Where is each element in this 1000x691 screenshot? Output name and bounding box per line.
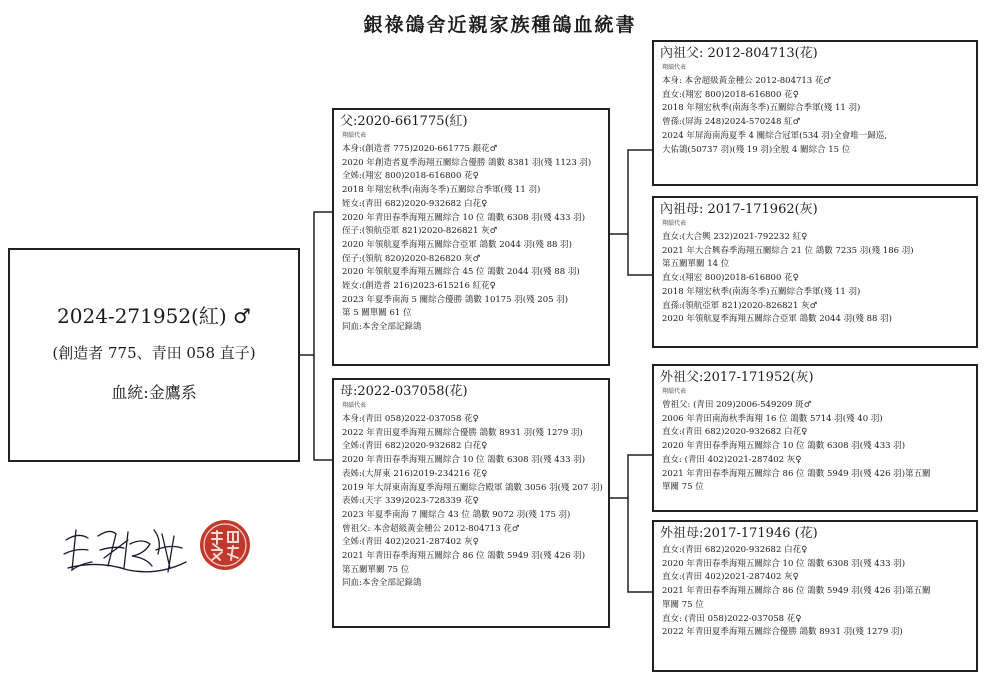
father-line: 2018 年翔宏秋季(南海冬季)五關綜合季軍(殘 11 羽) [342, 185, 541, 196]
document-title: 銀祿鴿舍近親家族種鴿血統書 [363, 14, 637, 36]
paternal-grandmother-line: 直女:(翔宏 800)2018-616800 花♀ [662, 273, 799, 284]
father-box [332, 108, 610, 366]
paternal-grandfather-heading: 內祖父: 2012-804713(花) [660, 46, 818, 61]
father-line: 2020 年創造者夏季海翔五關綜合優勝 鴿數 8381 羽(殘 1123 羽) [342, 157, 592, 168]
father-line: 同血:本舍全部記錄鴿 [342, 322, 422, 333]
subject-to-mother-connector [314, 355, 332, 460]
maternal-grandfather-line: 2021 年青田春季海翔五關綜合 86 位 鴿數 5949 羽(殘 426 羽)第五關 [662, 468, 931, 479]
maternal-grandmother-line: 2020 年青田春季海翔五關綜合 10 位 鴿數 6308 羽(殘 433 羽) [662, 558, 906, 569]
father-heading: 父:2020-661775(紅) [340, 114, 468, 129]
paternal-grandfather-line: 2018 年翔宏秋季(南海冬季)五關綜合季軍(殘 11 羽) [662, 103, 861, 114]
maternal-grandfather-line: 2020 年青田春季海翔五關綜合 10 位 鴿數 6308 羽(殘 433 羽) [662, 441, 906, 452]
maternal-grandfather-line: 直女:(青田 682)2020-932682 白花♀ [662, 427, 808, 438]
subject-ring-row [10, 300, 298, 329]
paternal-grandmother-line: 2021 年大合興春季海翔五關綜合 21 位 鴿數 7235 羽(殘 186 羽) [662, 245, 914, 256]
maternal-grandfather-box [652, 364, 978, 512]
maternal-grandmother-line: 直女:(青田 682)2020-932682 白花♀ [662, 545, 808, 555]
maternal-grandmother-line: 直女: (青田 058)2022-037058 花♀ [662, 613, 802, 624]
paternal-grandfather-line: 大佑鴿(50737 羽)(殘 19 羽)全般 4 關綜合 15 位 [662, 144, 851, 155]
father-line: 2020 年領航夏季海翔五關綜合 45 位 鴿數 2044 羽(殘 88 羽) [342, 267, 580, 278]
father-line: 全姊:(翔宏 800)2018-616800 花♀ [342, 171, 479, 182]
maternal-grandmother-line: 2021 年青田春季海翔五關綜合 86 位 鴿數 5949 羽(殘 426 羽)第五關 [662, 586, 931, 597]
red-seal-stamp [198, 518, 252, 572]
maternal-grandmother-line: 單關 75 位 [662, 599, 704, 610]
paternal-grandmother-line: 直女:(大合興 232)2021-792232 紅♀ [662, 232, 808, 242]
paternal-grandmother-line: 2020 年領航夏季海翔五關綜合亞軍 鴿數 2044 羽(殘 88 羽) [662, 314, 892, 325]
mother-line: 全姊:(青田 682)2020-932682 白花♀ [342, 441, 488, 452]
paternal-grandmother-heading: 內祖母: 2017-171962(灰) [660, 202, 818, 217]
mother-line: 2023 年夏季南海 7 關綜合 43 位 鴿數 9072 羽(殘 175 羽) [342, 509, 571, 520]
maternal-grandfather-line: 曾祖父: (青田 209)2006-549209 斑♂ [662, 400, 812, 410]
mother-line: 同血:本舍全部記錄鴿 [342, 578, 422, 589]
subject-parentage-note: (創造者 775、青田 058 直子) [52, 344, 256, 362]
paternal-grandfather-subtitle: 翔績代表 [662, 64, 687, 71]
paternal-grandmother-line: 2018 年翔宏秋季(南海冬季)五關綜合季軍(殘 11 羽) [662, 286, 861, 297]
paternal-grandfather-line: 曾孫:(屏海 248)2024-570248 紅♂ [662, 117, 801, 128]
paternal-grandmother-subtitle: 翔績代表 [662, 220, 687, 227]
mother-subtitle: 翔績代表 [342, 402, 367, 409]
maternal-grandmother-box [652, 520, 978, 672]
father-line: 侄子:(領航亞軍 821)2020-826821 灰♂ [342, 226, 498, 237]
father-line: 本身:(創造者 775)2020-661775 銀花♂ [342, 144, 498, 154]
handwritten-signature [58, 510, 194, 582]
paternal-grandfather-line: 2024 年屏海南海夏季 4 關綜合冠軍(534 羽)全會唯一歸巡, [662, 130, 887, 141]
mother-line: 表姊:(大屏東 216)2019-234216 花♀ [342, 468, 488, 479]
paternal-grandfather-line: 本身: 本舍超級黃金種公 2012-804713 花♂ [662, 76, 832, 86]
mother-line: 2021 年青田春季海翔五關綜合 86 位 鴿數 5949 羽(殘 426 羽) [342, 551, 586, 562]
father-line: 2023 年夏季南海 5 關綜合優勝 鴿數 10175 羽(殘 205 羽) [342, 294, 569, 305]
maternal-grandfather-line: 2006 年青田南海秋季海翔 16 位 鴿數 5714 羽(殘 40 羽) [662, 413, 883, 424]
mother-heading: 母:2022-037058(花) [340, 384, 468, 399]
father-line: 姪女:(創造者 216)2023-615216 紅花♀ [342, 281, 496, 292]
mother-line: 曾祖父: 本舍超級黃金種公 2012-804713 花♂ [342, 523, 520, 534]
paternal-grandmother-line: 直孫:(領航亞軍 821)2020-826821 灰♂ [662, 300, 818, 311]
maternal-grandmother-heading: 外祖母:2017-171946 (花) [660, 526, 818, 541]
subject-ring-number: 2024-271952(紅) [57, 304, 227, 328]
male-symbol-icon: ♂ [233, 304, 251, 328]
mother-to-grandparents-connector [610, 455, 652, 498]
mother-line: 2020 年青田春季海翔五關綜合 10 位 鴿數 6308 羽(殘 433 羽) [342, 455, 586, 466]
paternal-grandfather-box [652, 40, 978, 186]
father-line: 姪女:(青田 682)2020-932682 白花♀ [342, 198, 488, 209]
paternal-grandmother-box [652, 196, 978, 348]
paternal-grandfather-line: 直女:(翔宏 800)2018-616800 花♀ [662, 89, 799, 100]
subject-to-parents-connector [300, 212, 332, 355]
father-subtitle: 翔績代表 [342, 132, 367, 139]
maternal-grandfather-subtitle: 翔績代表 [662, 388, 687, 395]
maternal-grandfather-heading: 外祖父:2017-171952(灰) [660, 370, 814, 385]
father-line: 侄子:(領航 820)2020-826820 灰♂ [342, 253, 481, 264]
maternal-grandfather-line: 直女: (青田 402)2021-287402 灰♀ [662, 454, 802, 465]
paternal-grandmother-line: 第五關單關 14 位 [662, 259, 730, 270]
father-to-grandmother-connector [628, 234, 652, 275]
mother-line: 本身:(青田 058)2022-037058 花♀ [342, 414, 479, 424]
mother-line: 2019 年大屏東南海夏季海翔五關綜合殿軍 鴿數 3056 羽(殘 207 羽) [342, 482, 603, 493]
mother-to-grandmother-connector [628, 498, 652, 592]
father-line: 2020 年青田春季海翔五關綜合 10 位 鴿數 6308 羽(殘 433 羽) [342, 212, 586, 223]
father-line: 第 5 關單關 61 位 [342, 308, 412, 319]
subject-bloodline: 血統:金鷹系 [111, 383, 197, 402]
mother-line: 第五關單關 75 位 [342, 564, 410, 575]
mother-box [332, 378, 610, 628]
mother-line: 表姊:(天宇 339)2023-728339 花♀ [342, 496, 479, 507]
maternal-grandmother-line: 2022 年青田夏季海翔五關綜合優勝 鴿數 8931 羽(殘 1279 羽) [662, 627, 903, 638]
maternal-grandfather-line: 單關 75 位 [662, 482, 704, 493]
subject-pigeon-box [8, 248, 300, 462]
mother-line: 全姊:(青田 402)2021-287402 灰♀ [342, 537, 479, 548]
maternal-grandmother-line: 直女:(青田 402)2021-287402 灰♀ [662, 572, 799, 583]
father-line: 2020 年領航夏季海翔五關綜合亞軍 鴿數 2044 羽(殘 88 羽) [342, 239, 572, 250]
mother-line: 2022 年青田夏季海翔五關綜合優勝 鴿數 8931 羽(殘 1279 羽) [342, 427, 583, 438]
father-to-grandparents-connector [610, 150, 652, 234]
